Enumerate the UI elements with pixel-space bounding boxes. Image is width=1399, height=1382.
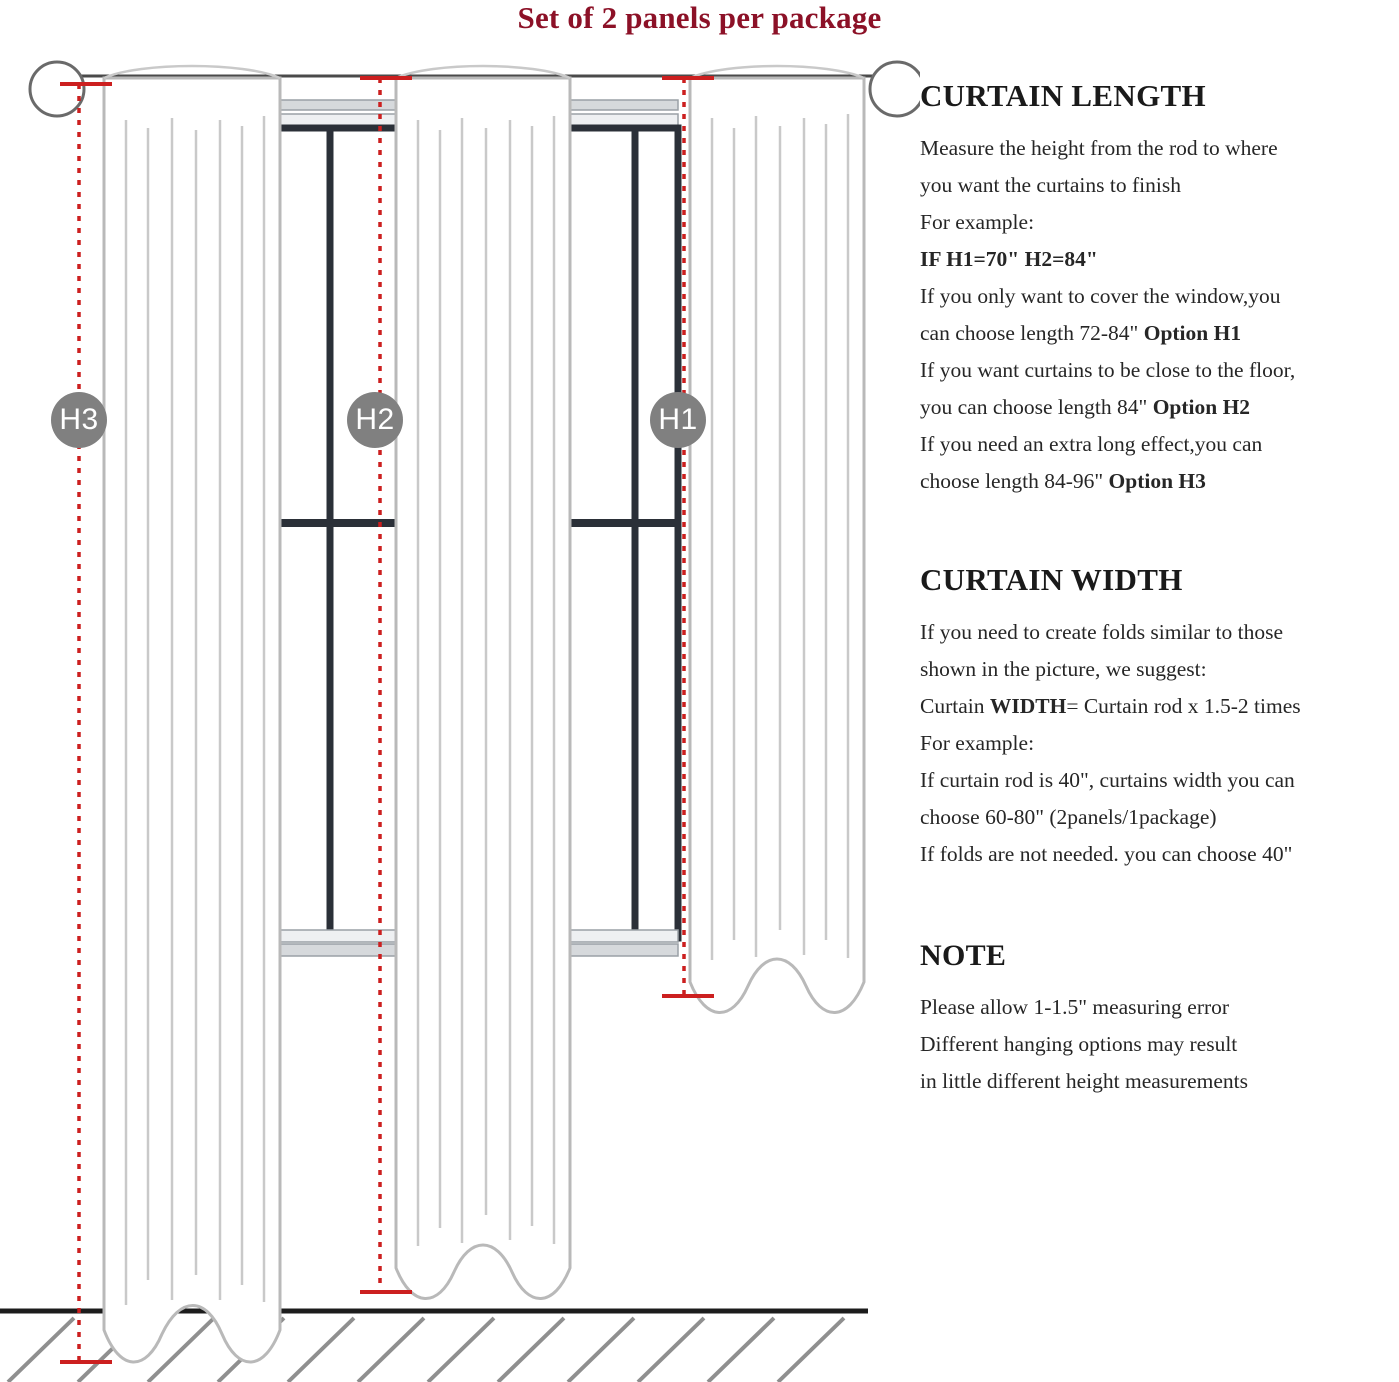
option-h3-label: Option H3 xyxy=(1108,469,1206,493)
width-line-4: For example: xyxy=(920,731,1035,755)
length-line-8 xyxy=(920,389,1390,426)
option-h1-label: Option H1 xyxy=(1143,321,1242,345)
width-formula xyxy=(920,688,1390,725)
section-heading-note: NOTE xyxy=(920,939,1007,972)
option-h2-label: Option H2 xyxy=(1152,395,1251,419)
spacer-1 xyxy=(920,500,1390,562)
length-line-10-text: choose length 84-96" xyxy=(920,469,1109,493)
length-line-10 xyxy=(920,463,1390,500)
length-line-9: If you need an extra long effect,you can xyxy=(920,432,1263,456)
curtain-panel-short xyxy=(690,66,864,1013)
width-line-1: If you need to create folds similar to those xyxy=(920,620,1284,644)
width-line-7: If folds are not needed. you can choose 40" xyxy=(920,842,1293,866)
note-line-3: in little different height measurements xyxy=(920,1069,1248,1093)
section-note xyxy=(920,939,1390,1100)
spacer-2 xyxy=(920,873,1390,939)
curtain-panel-medium xyxy=(396,66,570,1299)
width-formula-prefix: Curtain xyxy=(920,694,990,718)
length-line-5: If you only want to cover the window,you xyxy=(920,284,1281,308)
length-line-8-text: you can choose length 84" xyxy=(920,395,1153,419)
length-example-bold: IF H1=70" H2=84" xyxy=(920,247,1098,271)
length-line-6 xyxy=(920,315,1390,352)
length-line-2: you want the curtains to finish xyxy=(920,173,1181,197)
length-line-3: For example: xyxy=(920,210,1035,234)
width-formula-suffix: = Curtain rod x 1.5-2 times xyxy=(1066,694,1301,718)
section-curtain-width xyxy=(920,562,1390,873)
length-example-values xyxy=(920,241,1390,278)
measure-marker-h1: H1 xyxy=(650,392,706,448)
instructions-column xyxy=(920,78,1390,1100)
width-keyword: WIDTH xyxy=(989,694,1067,718)
measure-marker-h3: H3 xyxy=(51,392,107,448)
note-line-1: Please allow 1-1.5" measuring error xyxy=(920,995,1230,1019)
length-line-7: If you want curtains to be close to the floor, xyxy=(920,358,1296,382)
section-heading-width: CURTAIN WIDTH xyxy=(920,562,1183,597)
length-line-1: Measure the height from the rod to where xyxy=(920,136,1278,160)
note-line-2: Different hanging options may result xyxy=(920,1032,1238,1056)
width-line-2: shown in the picture, we suggest: xyxy=(920,657,1207,681)
width-line-5: If curtain rod is 40", curtains width you can xyxy=(920,768,1295,792)
width-line-6: choose 60-80" (2panels/1package) xyxy=(920,805,1217,829)
curtain-panel-long xyxy=(104,66,280,1362)
page-title: Set of 2 panels per package xyxy=(517,0,882,35)
section-curtain-length xyxy=(920,78,1390,500)
measure-marker-h2: H2 xyxy=(347,392,403,448)
length-line-6-text: can choose length 72-84" xyxy=(920,321,1144,345)
section-heading-length: CURTAIN LENGTH xyxy=(920,78,1206,113)
